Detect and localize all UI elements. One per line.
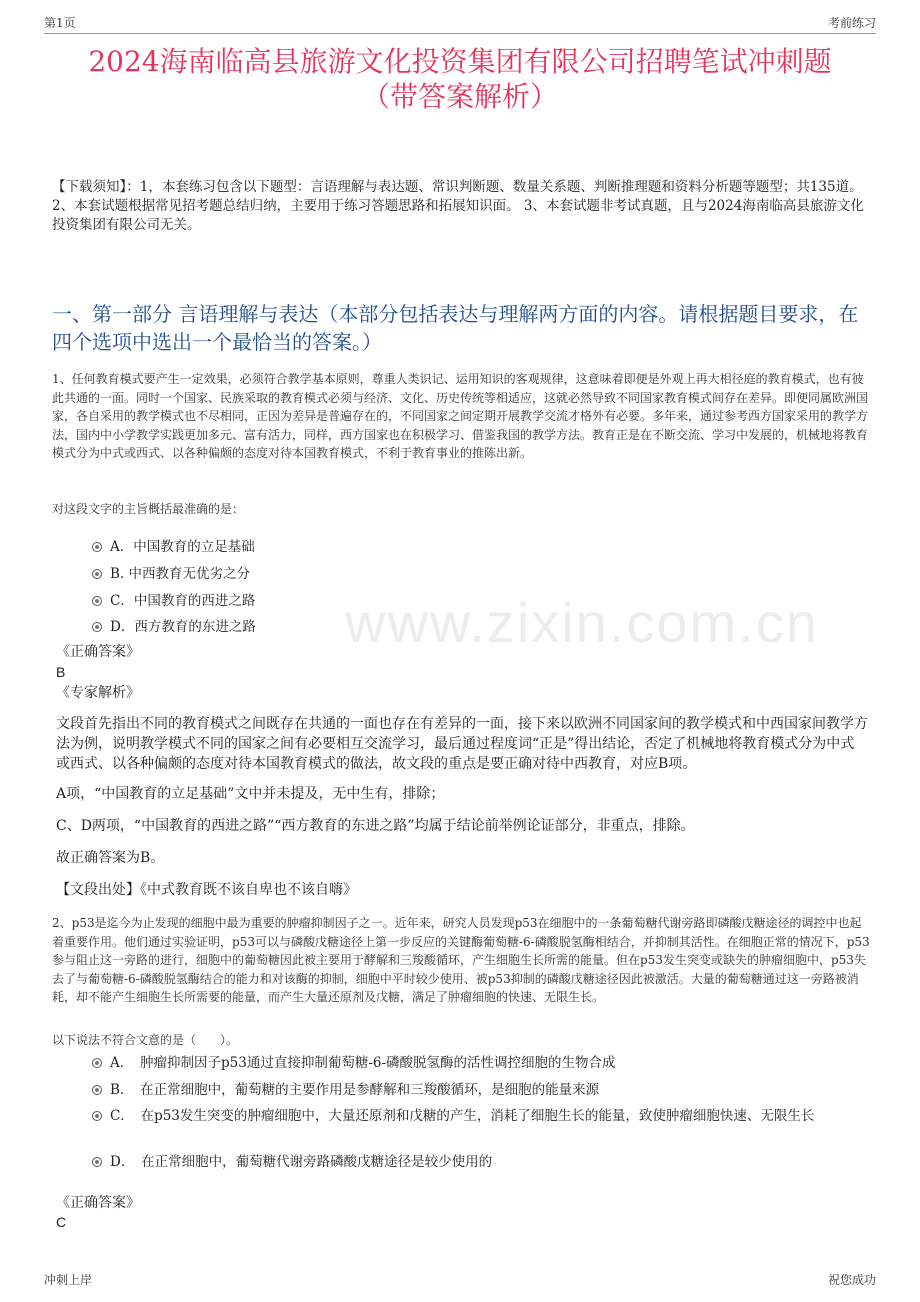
- header-right-label: 考前练习: [827, 16, 876, 30]
- q1-option-d[interactable]: [92, 615, 256, 635]
- q2-answer: C: [56, 1214, 67, 1230]
- radio-icon[interactable]: [92, 596, 102, 606]
- q1-source: 【文段出处】《中式教育既不该自卑也不该自嗨》: [56, 882, 357, 898]
- q1-answer: B: [56, 664, 66, 680]
- q1-analysis-a: A项，“中国教育的立足基础”文中并未提及，无中生有，排除；: [56, 786, 445, 802]
- radio-icon[interactable]: [92, 1157, 102, 1167]
- option-label: C． 在p53发生突变的肿瘤细胞中，大量还原剂和戊糖的产生，消耗了细胞生长的能量，致使肿瘤细胞快速、无限生长: [110, 1108, 815, 1124]
- option-label: B. 中西教育无优劣之分: [110, 566, 251, 582]
- section-heading: 一、第一部分 言语理解与表达（本部分包括表达与理解两方面的内容。请根据题目要求，在四个选项中选出一个最恰当的答案。）: [52, 302, 859, 354]
- q2-question: 以下说法不符合文意的是（ ）。: [52, 1033, 239, 1047]
- option-label: B． 在正常细胞中，葡萄糖的主要作用是参酵解和三羧酸循环，是细胞的能量来源: [110, 1082, 600, 1098]
- footer-left-label: 冲刺上岸: [44, 1273, 93, 1287]
- page-footer: [44, 1271, 876, 1288]
- radio-icon[interactable]: [92, 1058, 102, 1068]
- title-line-2: （带答案解析）: [361, 80, 558, 113]
- page-header: [44, 14, 876, 34]
- q2-option-c[interactable]: [92, 1106, 870, 1126]
- download-notice: 【下载须知】：1，本套练习包含以下题型：言语理解与表达题、常识判断题、数量关系题、判断推理题和资料分析题等题型；共135道。 2、本套试题根据常见招考题总结归纳，主要用于练习答题思路和拓展知识面。 3、本套试题非考试真题，且与2024海南临高县旅游文化投资集团有限公司无关。: [52, 179, 864, 233]
- option-label: D． 在正常细胞中，葡萄糖代谢旁路磷酸戊糖途径是较少使用的: [110, 1154, 493, 1170]
- radio-icon[interactable]: [92, 1111, 102, 1121]
- footer-right-label: 祝您成功: [827, 1273, 876, 1287]
- q1-analysis-cd: C、D两项，“中国教育的西进之路”“西方教育的东进之路”均属于结论前举例论证部分，非重点，排除。: [56, 818, 695, 834]
- q1-option-c[interactable]: [92, 589, 255, 609]
- q2-answer-label: 《正确答案》: [56, 1195, 140, 1211]
- page-number: 第1页: [44, 16, 76, 30]
- radio-icon[interactable]: [92, 569, 102, 579]
- q1-analysis-paragraph: 文段首先指出不同的教育模式之间既存在共通的一面也存在有差异的一面，接下来以欧洲不同国家间的教学模式和中西国家间教学方法为例，说明教学模式不同的国家之间有必要相互交流学习，最后通过程度词“正是”得出结论，否定了机械地将教育模式分为中式或西式、以各种偏颇的态度对待本国教育模式的做法，故文段的重点是要正确对待中西教育，对应B项。: [56, 716, 868, 772]
- radio-icon[interactable]: [92, 542, 102, 552]
- q1-analysis-conclusion: 故正确答案为B。: [56, 850, 165, 866]
- document-title: [40, 44, 880, 114]
- q1-question: 对这段文字的主旨概括最准确的是：: [52, 502, 245, 516]
- q1-option-b[interactable]: [92, 562, 250, 582]
- watermark: www.zixin.com.cn: [345, 591, 819, 654]
- option-label: D．西方教育的东进之路: [110, 619, 256, 635]
- radio-icon[interactable]: [92, 1085, 102, 1095]
- q1-answer-label: 《正确答案》: [56, 644, 140, 660]
- q2-option-a[interactable]: [92, 1053, 870, 1073]
- option-label: A．中国教育的立足基础: [110, 539, 255, 555]
- q2-passage: 2、p53是迄今为止发现的细胞中最为重要的肿瘤抑制因子之一。近年来，研究人员发现p53在细胞中的一条葡萄糖代谢旁路即磷酸戊糖途径的调控中也起着重要作用。他们通过实验证明，p53可以与磷酸戊糖途径上第一步反应的关键酶葡萄糖-6-磷酸脱氢酶相结合，并抑制其活性。在细胞正常的情况下，p53参与阻止这一旁路的进行，细胞中的葡萄糖因此被主要用于酵解和三羧酸循环，产生细胞生长所需的能量。但在p53发生突变或缺失的肿瘤细胞中，p53失去了与葡萄糖-6-磷酸脱氢酶结合的能力和对该酶的抑制，细胞中平时较少使用、被p53抑制的磷酸戊糖途径因此被激活。大量的葡萄糖通过这一旁路被消耗，却不能产生细胞生长所需要的能量，而产生大量还原剂及戊糖，满足了肿瘤细胞的快速、无限生长。: [52, 916, 870, 1004]
- option-label: C．中国教育的西进之路: [110, 593, 256, 609]
- radio-icon[interactable]: [92, 622, 102, 632]
- q1-passage: 1、任何教育模式要产生一定效果，必须符合教学基本原则，尊重人类识记、运用知识的客观规律，这意味着即便是外观上再大相径庭的教育模式，也有彼此共通的一面。同时一个国家、民族采取的教育模式必须与经济、文化、历史传统等相适应，这就必然导致不同国家教育模式间存在差异。即便同属欧洲国家，各自采用的教学模式也不尽相同，正因为差异是普遍存在的，不同国家之间定期开展教学交流才格外有必要。多年来，通过参考西方国家采用的教学方法，国内中小学教学实践更加多元、富有活力，同样，西方国家也在积极学习、借鉴我国的教学方法。教育正是在不断交流、学习中发展的，机械地将教育模式分为中式或西式、以各种偏颇的态度对待本国教育模式，不利于教育事业的推陈出新。: [52, 372, 869, 460]
- q2-option-b[interactable]: [92, 1080, 870, 1100]
- q1-analysis-label: 《专家解析》: [56, 685, 140, 701]
- option-label: A． 肿瘤抑制因子p53通过直接抑制葡萄糖-6-磷酸脱氢酶的活性调控细胞的生物合成: [110, 1055, 616, 1071]
- q1-option-a[interactable]: [92, 535, 255, 555]
- title-line-1: 2024海南临高县旅游文化投资集团有限公司招聘笔试冲刺题: [88, 45, 832, 78]
- q2-option-d[interactable]: [92, 1152, 870, 1172]
